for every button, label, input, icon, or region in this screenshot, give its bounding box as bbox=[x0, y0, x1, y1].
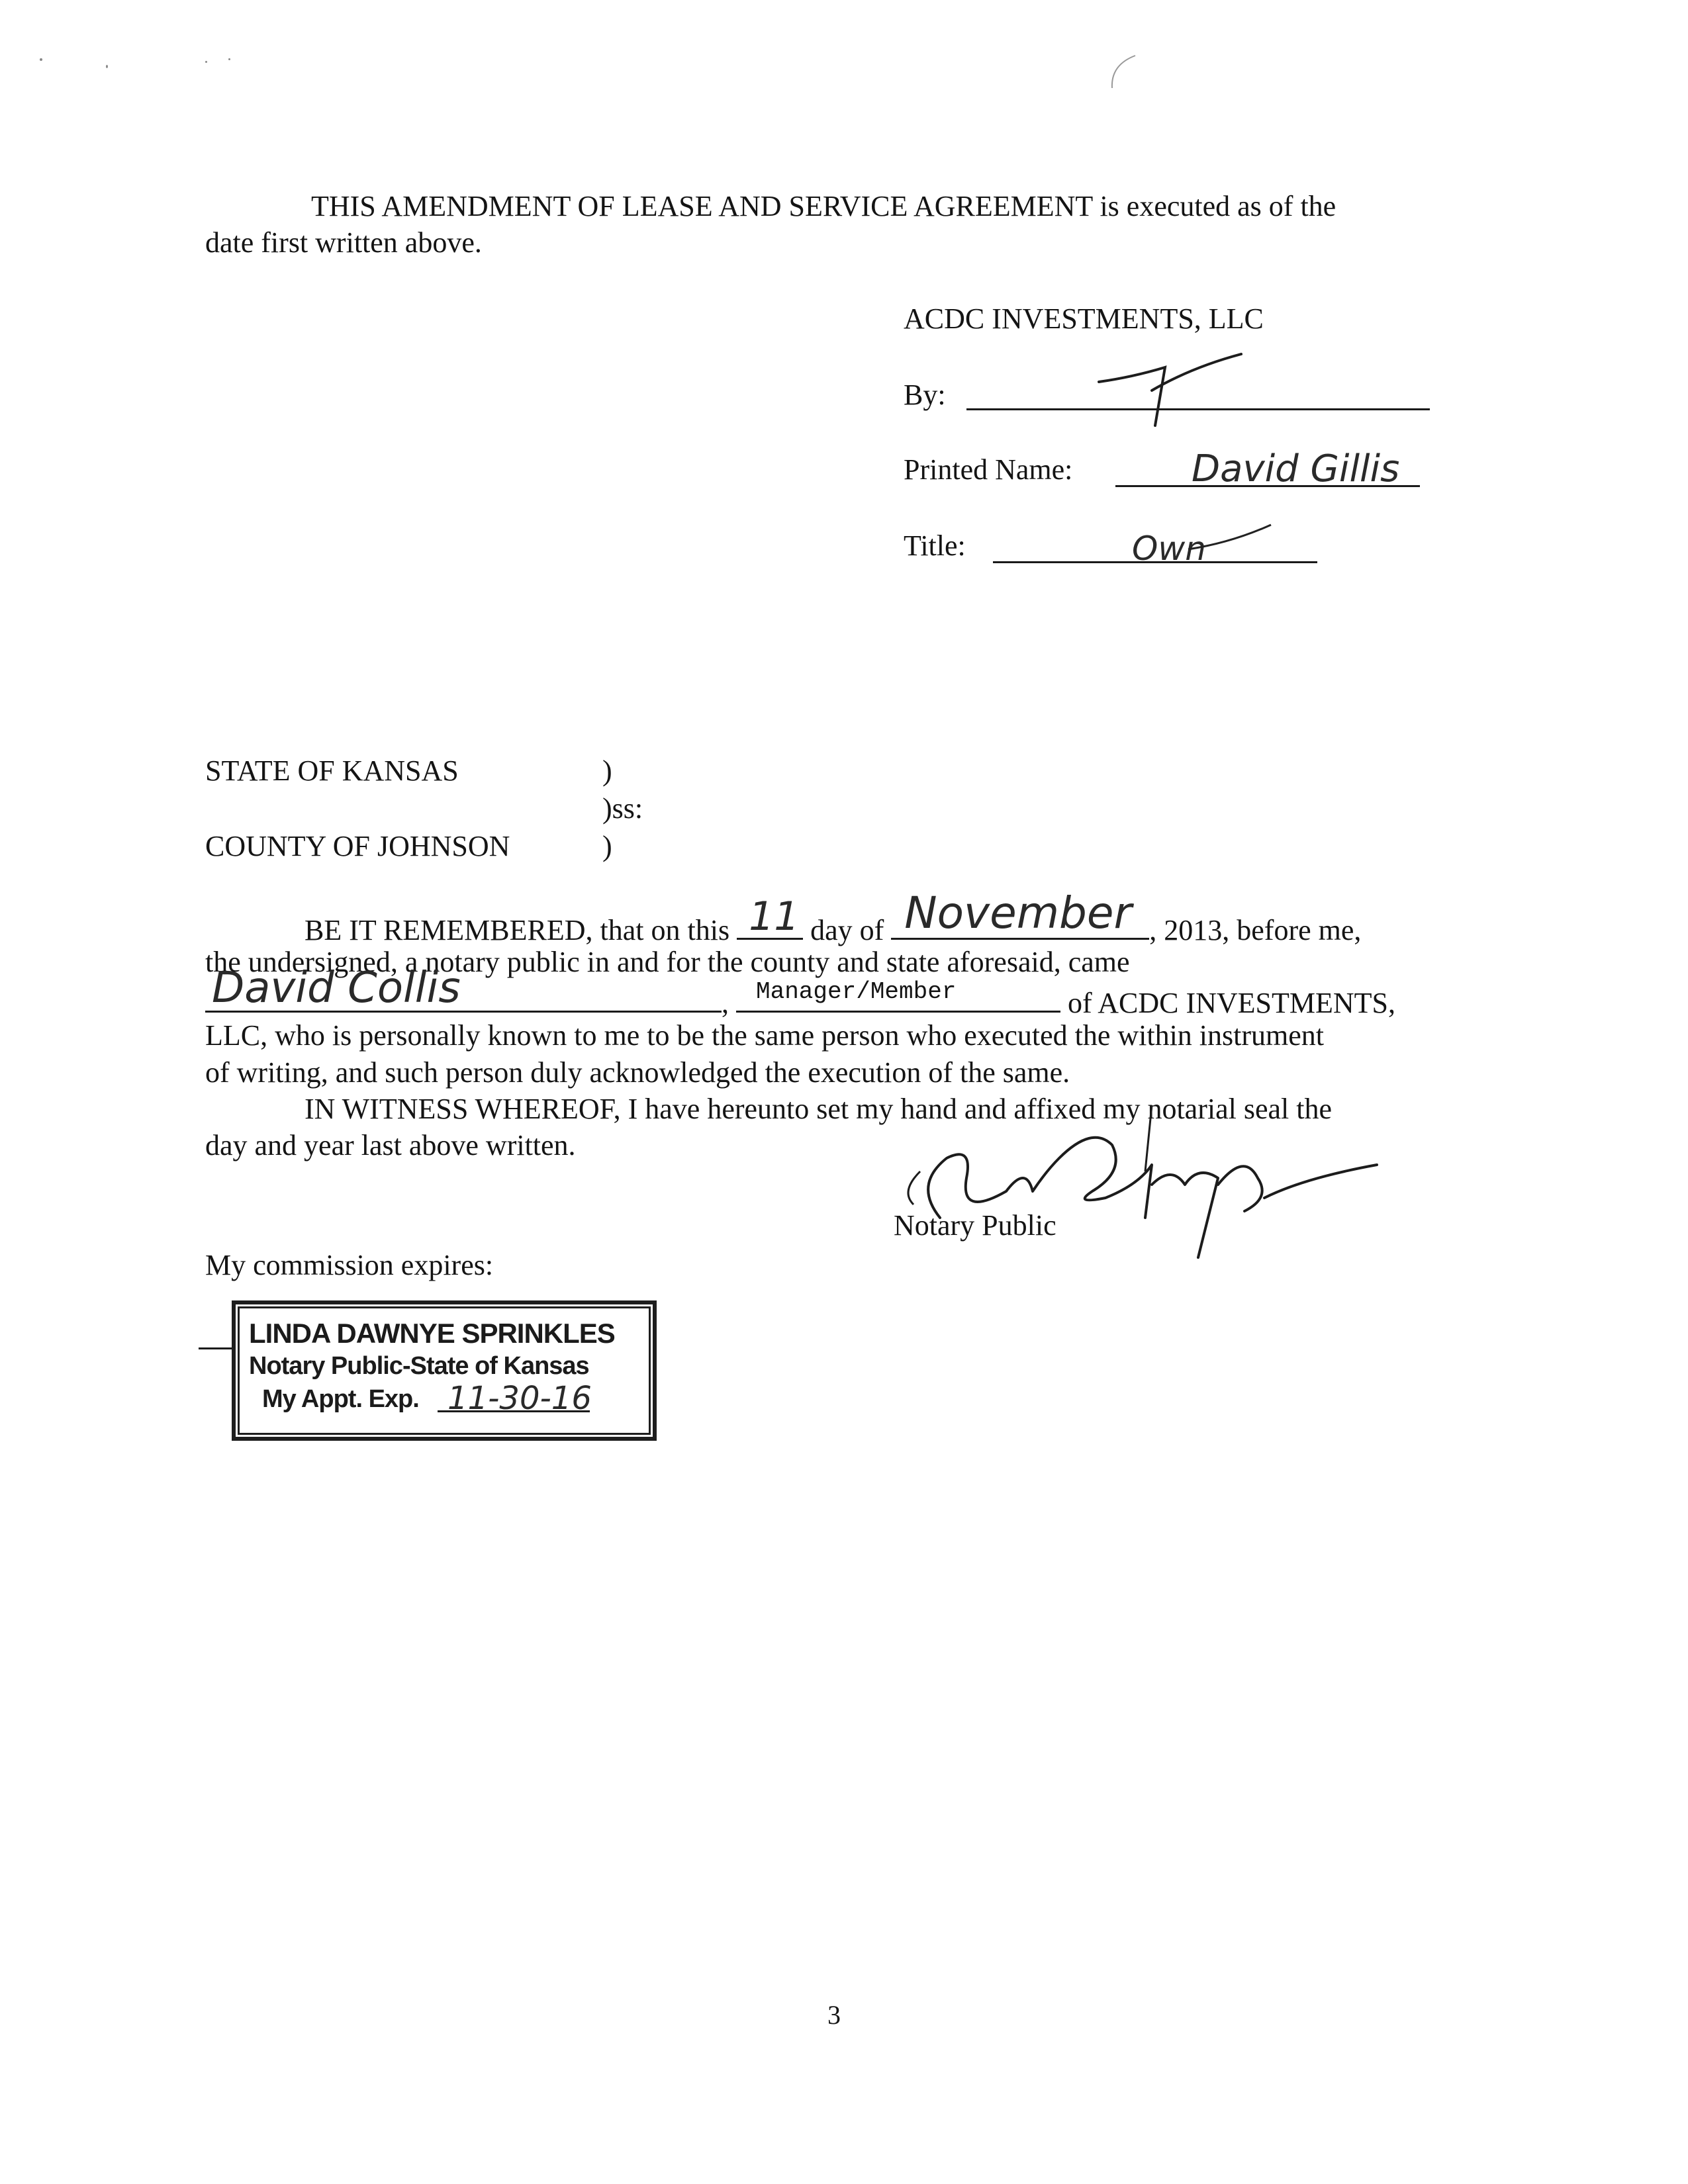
intro-line-2: date first written above. bbox=[205, 226, 482, 259]
by-label: By: bbox=[904, 379, 946, 411]
stamp-appt-value: 11-30-16 bbox=[447, 1380, 592, 1417]
stamp-notary-title: Notary Public-State of Kansas bbox=[249, 1352, 589, 1380]
title-flourish bbox=[1185, 520, 1278, 559]
venue-ss: )ss: bbox=[602, 792, 643, 825]
appearer-name-field[interactable] bbox=[205, 964, 722, 1013]
capacity-field[interactable] bbox=[736, 978, 1060, 1013]
ack-line-2: the undersigned, a notary public in and for the county and state aforesaid, came bbox=[205, 946, 1130, 978]
printed-name-label: Printed Name: bbox=[904, 453, 1073, 486]
venue-paren-1: ) bbox=[602, 754, 612, 787]
ack-line-1-end: , 2013, before me, bbox=[1149, 914, 1362, 946]
scan-speck bbox=[205, 61, 207, 63]
witness-line-1: IN WITNESS WHEREOF, I have hereunto set my hand and affixed my notarial seal the bbox=[305, 1093, 1332, 1125]
scan-speck bbox=[228, 58, 230, 60]
venue-state: STATE OF KANSAS bbox=[205, 754, 459, 787]
stamp-appt-label: My Appt. Exp. bbox=[262, 1385, 419, 1413]
month-field[interactable] bbox=[891, 887, 1149, 940]
ack-line-5: of writing, and such person duly acknowledged the execution of the same. bbox=[205, 1056, 1070, 1089]
commission-label: My commission expires: bbox=[205, 1249, 494, 1281]
ack-line-3-end: of ACDC INVESTMENTS, bbox=[1068, 987, 1396, 1019]
day-field[interactable] bbox=[737, 893, 803, 940]
title-label: Title: bbox=[904, 529, 966, 562]
ack-comma: , bbox=[722, 987, 729, 1019]
venue-county: COUNTY OF JOHNSON bbox=[205, 830, 510, 862]
company-name: ACDC INVESTMENTS, LLC bbox=[904, 302, 1264, 335]
page-number: 3 bbox=[827, 2000, 841, 2030]
scan-speck bbox=[40, 58, 42, 61]
month-value: November bbox=[904, 887, 1132, 938]
scan-speck bbox=[106, 65, 108, 68]
intro-line-1: THIS AMENDMENT OF LEASE AND SERVICE AGREEMENT is executed as of the bbox=[311, 190, 1336, 222]
ack-line-1-mid: day of bbox=[810, 914, 884, 946]
ack-line-1-start: BE IT REMEMBERED, that on this bbox=[305, 914, 730, 946]
capacity-value: Manager/Member bbox=[756, 978, 957, 1005]
stamp-notary-name: LINDA DAWNYE SPRINKLES bbox=[249, 1318, 615, 1349]
company-signature bbox=[1086, 341, 1258, 433]
notary-signature bbox=[874, 1085, 1390, 1277]
title-value: Own bbox=[1132, 529, 1206, 568]
printed-name-value: David Gillis bbox=[1192, 447, 1400, 490]
venue-paren-2: ) bbox=[602, 830, 612, 862]
day-value: 11 bbox=[749, 893, 800, 940]
ack-line-3 bbox=[205, 964, 1396, 1019]
witness-line-2: day and year last above written. bbox=[205, 1129, 576, 1161]
scan-mark bbox=[1105, 52, 1145, 91]
appearer-name-value: David Collis bbox=[212, 964, 461, 1013]
notary-public-label: Notary Public bbox=[894, 1209, 1056, 1242]
ack-line-1 bbox=[305, 887, 1362, 946]
notary-stamp bbox=[232, 1300, 657, 1441]
ack-line-4: LLC, who is personally known to me to be the same person who executed the within instrument bbox=[205, 1019, 1325, 1052]
